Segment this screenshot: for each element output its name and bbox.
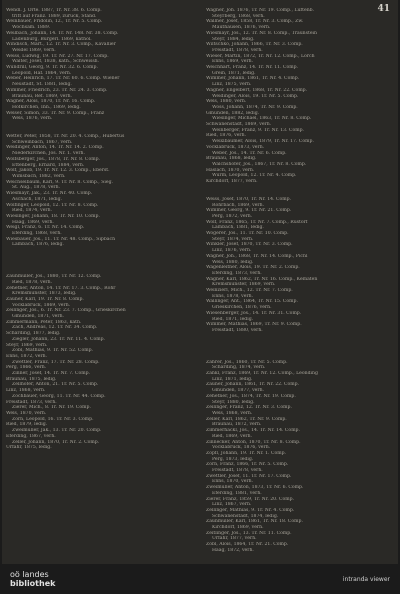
text-line: Schwanenstadt, 1874, ledig.	[212, 513, 279, 519]
text-line: Ried, 1871, ledig.	[212, 316, 254, 322]
text-line: Braunau, 1872, verh.	[212, 422, 262, 428]
text-line: Linz, 1867, verh.	[212, 502, 252, 508]
text-line: Schwanenstadt, 1869, verh.	[206, 122, 272, 128]
text-line: Steyr, 1869, verh.	[6, 342, 48, 348]
text-line: Wetter, Peter, 1858, Tr. Nr. 20. 4. Comp., Hubertus	[6, 134, 125, 140]
text-line: Weigl, Franz, 6. Tr. Nr. 14. Comp.	[6, 225, 85, 231]
text-line: Wendl. J. Orte. 1887, Tr. Nr. 38. 6. Comp.	[6, 8, 102, 13]
section-gap	[206, 334, 390, 360]
text-line: Wels, 1868, verh.	[212, 411, 253, 416]
text-line: Wolf, Jakob, 19. Tr. Nr. 12. 3. Comp., Eberst.	[6, 168, 110, 174]
text-line: Weinzierl, Mich., 12. Tr. Nr. 7. Comp.	[206, 288, 293, 294]
text-line: Wiesbauer, Jos., 11. Tr. Nr. 48. Comp., Sipbach	[6, 236, 116, 242]
text-line: Wimmer, Georg, 9. Tr. Nr. 21. Comp.	[206, 208, 292, 214]
text-line: Vöcklabruck, 1873, verh.	[206, 144, 265, 150]
text-line: Weilbach, Johann, 14. Tr. Nr. 148. Nr. 38. Comp.	[6, 30, 119, 36]
section-gap	[6, 248, 198, 274]
text-line: Zahrer, Jos., 1860, Tr. Nr. 5. Comp.	[206, 359, 288, 365]
text-line: Linz, 1871, ledig.	[212, 376, 253, 382]
text-line: Lambach, 1876, ledig.	[12, 242, 64, 248]
text-line: Wochsam. 1889.	[12, 25, 51, 31]
text-line: Weixlbaumer, Alois, 1879, Tr. Nr. 17. Comp.	[212, 139, 314, 145]
text-line: Linz, 1876, verh.	[212, 248, 252, 254]
right-column	[206, 8, 390, 556]
text-line: Zimmerhackl, Jos., 14. Tr. Nr. 14. Comp.	[206, 428, 300, 434]
text-line: Zöchbauer, Georg, 11. Tr. Nr. 44. Comp.	[12, 393, 106, 399]
text-line: Eferding, 1881, verh.	[212, 490, 262, 496]
text-line: Wiesinger, Johann, 18. Tr. Nr. 10. Comp.	[6, 213, 100, 219]
text-line: Weber, Heinrich, 17. Tr. Nr. 60. 6. Comp. Wiener	[6, 76, 120, 82]
text-line: Kremsmünster, 1869, verh.	[212, 282, 276, 288]
text-line: Enns, 1872, verh.	[6, 353, 48, 359]
text-line: Freistadt, 1880, verh.	[212, 327, 263, 333]
text-line: Weichselbaum, Karl, 9. Tr. Nr. 8. Comp., Sieg.	[6, 179, 113, 185]
library-logo[interactable]	[10, 570, 55, 588]
logo-line-1: oö landes	[10, 570, 49, 579]
text-line: Zauner, Johann, 1861, Tr. Nr. 22. Comp.	[206, 382, 300, 388]
text-line: Wagner, Engelbert, 1868, Tr. Nr. 22. Comp.	[206, 87, 308, 93]
text-line: Ried, 1876, verh.	[206, 133, 247, 139]
text-line: Zinner, Josef, 14. Tr. Nr. 7. Comp.	[12, 371, 90, 377]
text-line: Zellinger, Mathias, 9. Tr. Nr. 4. Comp.	[206, 507, 295, 513]
text-line: Wiesmayr, Jos., 12. Tr. Nr. 8. Comp., Traunstein	[206, 30, 317, 36]
text-line: Perg, 1872, verh.	[212, 213, 253, 219]
text-line: Zaunmüller, Jos., 1880, Tr. Nr. 12. Comp.	[6, 274, 102, 280]
text-line: Wöss, Johann, 1874, Tr. Nr. 9. Comp.	[212, 104, 298, 110]
text-line: Ettenberg, Erhard, 1884, verh.	[12, 162, 85, 168]
text-line: Zweimüller, Jak., 13. Tr. Nr. 20. Comp.	[12, 428, 102, 434]
text-line: Zeilinger, Franz, 12. Tr. Nr. 3. Comp.	[206, 405, 292, 411]
text-line: Haag, 1869, verh.	[12, 219, 54, 225]
text-line: Steyrberg, 1868, verh.	[212, 13, 265, 19]
text-line: Wolf, Franz, 1865, Tr. Nr. 7. Comp., Rüstorf	[206, 219, 308, 225]
text-line: Ried, 1874, verh.	[12, 208, 53, 214]
text-line: Wagenleitner, Alois, 19. Tr. Nr. 2. Comp.	[206, 265, 300, 271]
text-line: Weiss, Josef, 1870, Tr. Nr. 14. Comp.	[206, 196, 292, 202]
text-line: Neustadt, St. 1881, ledig.	[12, 82, 72, 88]
text-line: Zaunmüller, Karl, 1861, Tr. Nr. 18. Comp.	[206, 519, 303, 525]
text-line: Enns, 1870, verh.	[212, 479, 254, 485]
text-line: Weinbauer, Fridolin, 12., Tr. Nr. 5. Comp.	[6, 19, 103, 25]
page-number: 41	[377, 4, 390, 14]
text-line: Ried, 1879, ledig.	[6, 422, 48, 428]
text-line: St. Aug., 1878, verh.	[12, 185, 61, 191]
text-line: Wundrill, Georg, 9. Tr. Nr. 32. 6. Comp.	[6, 65, 98, 71]
text-line: Zöpfl, Johann, 19. Tr. Nr. 1. Comp.	[206, 450, 286, 456]
text-line: Weichhart, Franz, 14. Tr. Nr. 11. Comp.	[206, 65, 299, 71]
text-line: Walter, Josef, 1838, kath., Schweissh.	[12, 59, 100, 65]
text-line: Leopold, Haf. 1864, verh.	[12, 70, 72, 76]
text-line: Steyr, 1884, ledig.	[212, 36, 255, 42]
text-line: Zankl, Franz, 1869, Tr. Nr. 12. Comp., Leonding	[206, 371, 318, 377]
text-line: Grein, 1871, ledig.	[212, 70, 256, 76]
text-line: Winkler, Josef, 1870, Tr. Nr. 3. Comp.	[206, 242, 293, 248]
text-line: Haslach, 1870, verh.	[206, 167, 255, 173]
text-line: Zehetner, Jos., 1874, Tr. Nr. 19. Comp.	[206, 393, 296, 399]
text-line: tritt auf Franz. 1889, zurück, Stand.	[12, 13, 97, 19]
viewer-label: intranda viewer	[342, 576, 390, 583]
text-line: Steyr, 1880, ledig.	[212, 399, 255, 405]
text-line: Ried, 1878, verh.	[12, 279, 53, 285]
text-line: Zauner, Karl, 19. Tr. Nr. 8. Comp.	[6, 296, 84, 302]
text-line: Zöbl, Mathias, 9. Tr. Nr. 52. Comp.	[12, 348, 93, 354]
text-line: Rohrbach, 1869, verh.	[212, 202, 265, 208]
text-line: Zeitlinger, Jos., 13. Tr. Nr. 11. Comp.	[206, 530, 292, 536]
text-line: Wallner, Josef, 1858, Tr. Nr. 3. Comp., Zw.	[206, 19, 304, 25]
scanned-page	[2, 0, 398, 564]
text-line: Weidinger, Alois, 19. Tr. Nr. 5. Comp.	[212, 93, 299, 99]
text-line: Vöcklabruck, 1869, verh.	[12, 302, 71, 308]
text-line: Gmunden, 1877, verh.	[212, 388, 265, 394]
text-line: Perg, 1866, verh.	[6, 365, 47, 371]
text-line: Zwettler, Josef, 11. Tr. Nr. 17. Comp.	[206, 473, 292, 479]
text-line: Braunau, 1875, ledig.	[6, 376, 57, 382]
text-line: Lambach, 1881, ledig.	[212, 225, 264, 231]
viewer-footer	[0, 564, 400, 594]
text-line: Enns, 1869, verh.	[212, 59, 254, 65]
text-line: Wagner, Alois, 1870, Tr. Nr. 16. Comp.	[6, 99, 96, 105]
text-line: Zwettler, Franz, 17. Tr. Nr. 28. Comp.	[12, 359, 100, 365]
text-line: Eferding, 1873, verh.	[212, 270, 262, 276]
text-line: Weidinger, Anton, 14. Tr. Nr. 14. 2. Comp.	[6, 145, 104, 151]
text-line: Ried, 1869, verh.	[212, 433, 253, 439]
text-line: Zach, Andreas, 12. Tr. Nr. 34. Comp.	[12, 325, 98, 331]
text-line: Wurm, Leopold, 12. Tr. Nr. 4. Comp.	[212, 173, 297, 179]
text-line: Wiesmayr, Jak., 23. Tr. Nr. 40. Comp.	[6, 191, 93, 197]
text-line: Wiesenberger, Jos., 14. Tr. Nr. 31. Comp.	[206, 310, 302, 316]
text-line: Wolfinger, Leopold, 12. Tr. Nr. 8. Comp.	[6, 202, 99, 208]
text-line: Niederkirchen, Jos. Nr. 1. verh.	[12, 151, 85, 157]
text-line: Vöcklabruck, 1876, verh.	[212, 445, 271, 451]
text-line: Kirchdorf, 1869, verh.	[212, 525, 264, 531]
text-line: Urfahr, 1875, ledig.	[6, 445, 52, 451]
text-line: Braunau, 1868, ledig.	[206, 156, 257, 162]
text-line: Wagner, Joh., 1868, Tr. Nr. 14. Comp., Pichl	[206, 253, 308, 259]
text-line: Weinberger, Franz, 9. Tr. Nr. 13. Comp.	[212, 127, 304, 133]
text-line: Haag, 1872, verh.	[212, 547, 254, 553]
text-line: Wimmer, Friedrich, 23. Tr. Nr. 24. 3. Comp.	[6, 87, 108, 93]
text-line: Zeller, Karl, 1862, Tr. Nr. 9. Comp.	[206, 416, 287, 422]
text-line: Wögerer, Jos., 11. Tr. Nr. 10. Comp.	[206, 231, 289, 237]
text-line: Kirchdorf, 1877, verh.	[206, 179, 258, 185]
text-line: Ziegler, Johann, 23. Tr. Nr. 11. 4. Comp.	[12, 336, 105, 342]
text-line: Wels, 1876, verh.	[12, 116, 53, 122]
text-line: Zinnecker, Anton, 1870, Tr. Nr. 8. Comp.	[206, 439, 301, 445]
text-line: Wimmer, Johann, 1861, Tr. Nr. 4. Comp.	[206, 76, 300, 82]
text-line: Aschach, 1871, ledig.	[12, 196, 63, 202]
text-line: Zweimüller, Anton, 1873, Tr. Nr. 6. Comp.	[206, 485, 304, 491]
text-line: Zellhofer, Anton, 21. Tr. Nr. 5. Comp.	[12, 382, 99, 388]
text-line: Walchshofer, Jos., 1867, Tr. Nr. 8. Comp.	[212, 161, 307, 167]
text-line: Wimsbach, 1882, verh.	[12, 173, 66, 179]
text-line: Hofkirchen, Inn., 1869, ledig.	[12, 104, 81, 110]
text-line: Steyr, 1874, verh.	[212, 236, 254, 242]
text-line: Linz, 1875, verh.	[212, 82, 252, 88]
text-line: Schärding, 1877, ledig.	[6, 331, 61, 337]
text-line: Wagner, Joh. 1876, Tr. Nr. 19. Comp., Luftenb.	[206, 8, 315, 13]
text-line: Kremsmünster, 1873, ledig.	[12, 291, 77, 297]
text-line: Schärding, 1874, verh.	[212, 365, 266, 371]
text-line: Enns, 1878, verh.	[212, 293, 254, 299]
left-column	[6, 8, 198, 556]
text-line: Linz, 1868, verh.	[6, 388, 46, 394]
text-line: Ladenburg, Bürgerl. 1869, kathol.	[12, 36, 92, 42]
section-gap	[6, 122, 198, 134]
text-line: Wallinger, Ant., 1864, Tr. Nr. 15. Comp.	[206, 299, 298, 305]
section-gap	[206, 185, 390, 197]
text-line: Freistadt, 1878, verh.	[212, 47, 263, 53]
text-line: Mauthausen, 1876, verh.	[212, 25, 271, 31]
text-line: Gmunden, 1871, verh.	[12, 314, 65, 320]
text-line: Weiss, Ludwig, 19. Tr. Nr. 27. Nr. 17. Comp.	[6, 53, 109, 59]
text-line: Freistadt, 1878, verh.	[212, 468, 263, 474]
text-line: Weber, Jos., 14. Tr. Nr. 6. Comp.	[212, 150, 287, 156]
text-line: Wieser, Martin, 1872, Tr. Nr. 12. Comp., Lorch	[206, 53, 315, 59]
text-line: Eferding, 1868, verh.	[12, 231, 62, 237]
text-line: Wels, 1870, verh.	[6, 411, 47, 416]
text-line: Wels, 1880, ledig.	[212, 259, 254, 265]
text-line: Windisch, Mart., 12. Tr. Nr. 3. Comp., Kavallier	[6, 42, 116, 48]
text-line: Wimmer, Mathias, 1869, Tr. Nr. 9. Comp.	[206, 322, 302, 328]
text-line: Wiesinger, Michael, 1863, Tr. Nr. 8. Comp.	[212, 116, 312, 122]
text-line: Welser, Simon, 33. Tr. Nr. 9. Comp., Franz	[6, 110, 105, 116]
logo-line-2: bibliothek	[10, 579, 56, 588]
text-line: Zeilinger, Jos., 6. Tr. Nr. 23. 7. Comp., Grieskirchen	[6, 308, 126, 314]
text-line: Zehetner, Anton, 14. Tr. Nr. 17. 3. Comp., Rohr	[6, 285, 116, 291]
text-line: Zierer, Mich., 8. Tr. Nr. 19. Comp.	[12, 405, 91, 411]
text-line: Weidel 1869, verh.	[12, 47, 56, 53]
text-line: Zierer, Franz, 1859, Tr. Nr. 20. Comp.	[206, 496, 295, 502]
text-line: Freistadt, 1873, verh.	[6, 399, 57, 405]
text-line: Wiltschko, Johann, 1866, Tr. Nr. 3. Comp.	[206, 42, 303, 48]
text-line: Braunau, Ref. 1869, verh.	[12, 93, 73, 99]
text-line: Zimmermann, Peter, 1863, kath.	[6, 319, 82, 325]
text-line: Zöbl, Alois, 1864, Tr. Nr. 21. Comp.	[206, 542, 289, 548]
text-line: Eferding, 1867, verh.	[6, 433, 56, 439]
text-line: Gmunden, 1882, ledig.	[206, 110, 260, 116]
text-line: Grieskirchen, 1876, verh.	[212, 305, 272, 311]
text-line: Wolfsberger, Jos., 1878, Tr. Nr. 8. Comp.	[6, 156, 100, 162]
text-line: Zorn, Leopold, 16. Tr. Nr. 3. Comp.	[12, 416, 94, 422]
text-line: Perg, 1873, ledig.	[212, 456, 254, 462]
text-line: Zeller, Johann, 1870, Tr. Nr. 2. Comp.	[12, 439, 100, 445]
text-line: Schweinbach, 1867, verh.	[12, 139, 73, 145]
text-line: Urfahr, 1877, verh.	[212, 536, 257, 542]
text-line: Wagner, Karl, 1862, Tr. Nr. 16. Comp., Kematen	[206, 276, 318, 282]
text-line: Wels, 1880, verh.	[206, 99, 247, 105]
text-line: Zorn, Franz, 1866, Tr. Nr. 5. Comp.	[206, 462, 289, 468]
